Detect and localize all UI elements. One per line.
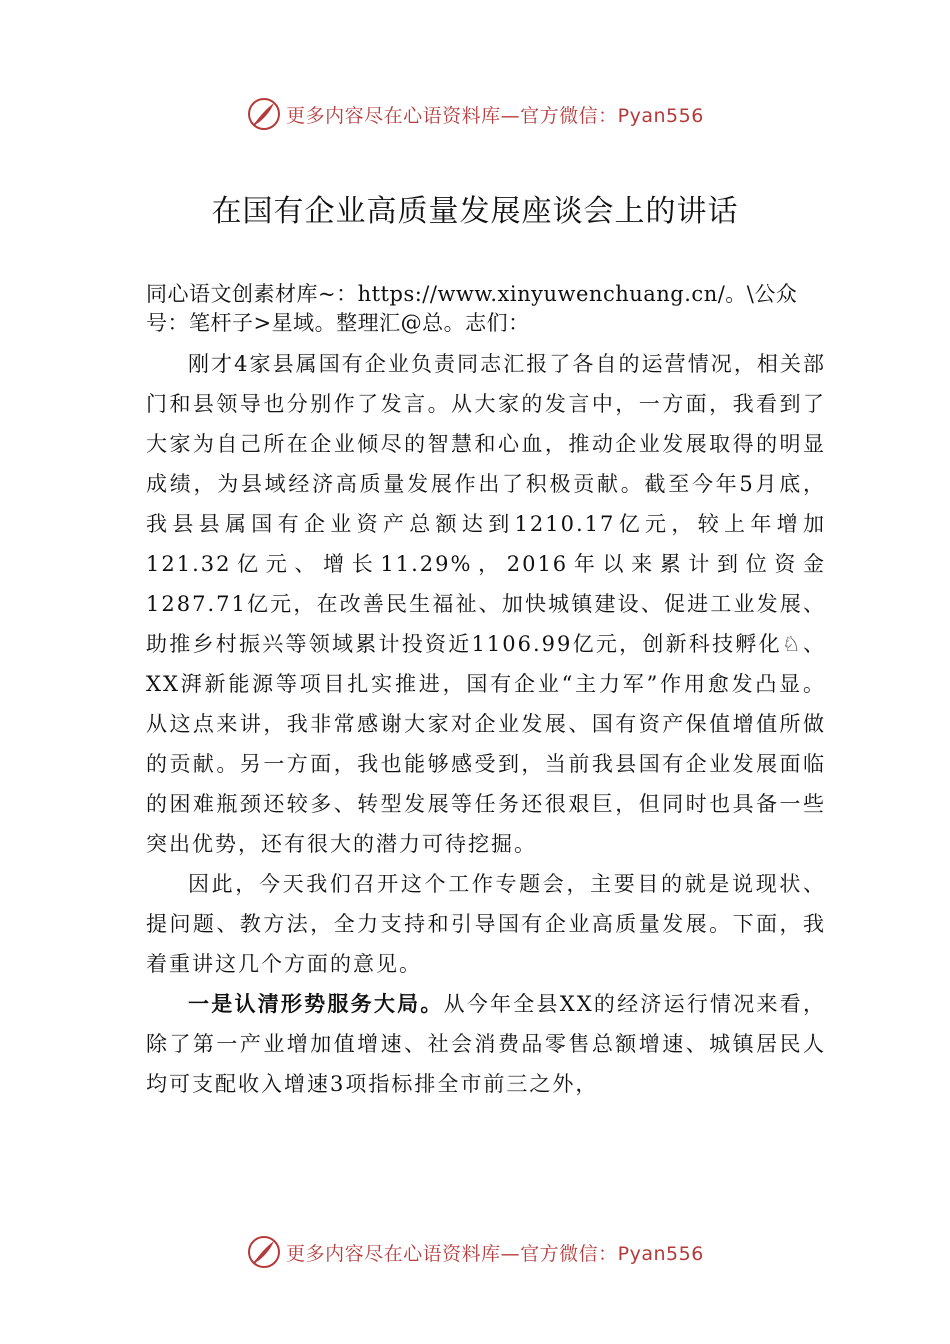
document-title: 在国有企业高质量发展座谈会上的讲话 [211,194,739,229]
paragraph-2 [146,864,826,984]
source-line: 同心语文创素材库~：https://www.xinyuwenchuang.cn/。\公众号：笔杆子>星域。整理汇@总。志们： [146,282,798,335]
paragraph-text: 从今年全县XX的经济运行情况来看，除了第一产业增加值增速、社会消费品零售总额增速、城镇居民人均可支配收入增速3项指标排全市前三之外， [146,992,826,1096]
document-body [146,280,826,1104]
paragraph-1 [146,344,826,864]
paragraph-3 [146,984,826,1104]
footer-watermark-banner [0,1232,950,1272]
paragraph-text: 刚才4家县属国有企业负责同志汇报了各自的运营情况，相关部门和县领导也分别作了发言。从大家的发言中，一方面，我看到了大家为自己所在企业倾尽的智慧和心血，推动企业发展取得的明显成绩，为县域经济高质量发展作出了积极贡献。截至今年5月底，我县县属国有企业资产总额达到1210.17亿元，较上年增加121.32亿元、增长11.29%，2016年以来累计到位资金1287.71亿元，在改善民生福祉、加快城镇建设、促进工业发展、助推乡村振兴等领域累计投资近1106.99亿元，创新科技孵化♘、XX湃新能源等项目扎实推进，国有企业“主力军”作用愈发凸显。从这点来讲，我非常感谢大家对企业发展、国有资产保值增值所做的贡献。另一方面，我也能够感受到，当前我县国有企业发展面临的困难瓶颈还较多、转型发展等任务还很艰巨，但同时也具备一些突出优势，还有很大的潜力可待挖掘。 [146,352,826,856]
paragraph-text: 因此，今天我们召开这个工作专题会，主要目的就是说现状、提问题、教方法，全力支持和引导国有企业高质量发展。下面，我着重讲这几个方面的意见。 [146,872,826,976]
header-watermark-banner [0,94,950,134]
quill-pen-icon [246,96,282,132]
watermark-text: 更多内容尽在心语资料库—官方微信：Pyan556 [286,104,704,127]
watermark-text: 更多内容尽在心语资料库—官方微信：Pyan556 [286,1242,704,1265]
paragraph-lead: 一是认清形势服务大局。 [188,991,444,1016]
quill-pen-icon [246,1234,282,1270]
